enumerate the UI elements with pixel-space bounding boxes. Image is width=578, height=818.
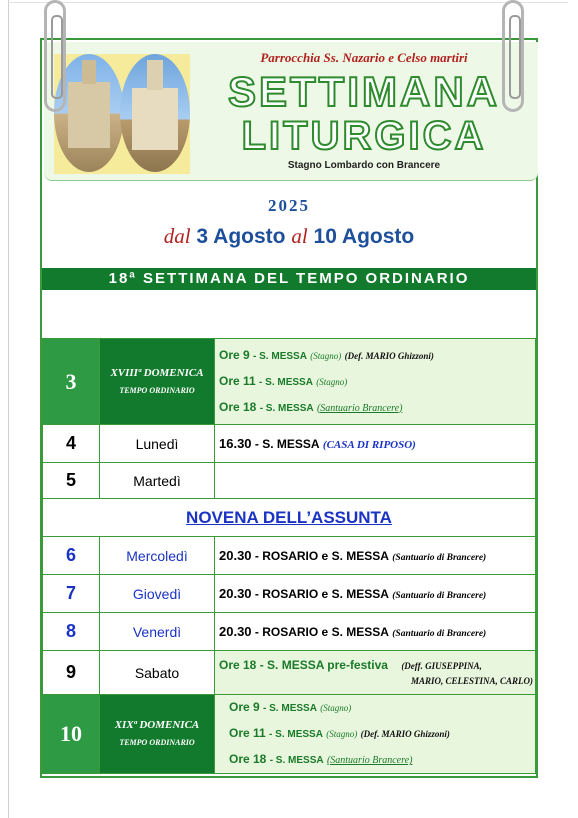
sunday-title: XIXª DOMENICA <box>114 719 200 731</box>
event-list <box>215 463 536 499</box>
event-line <box>219 343 535 369</box>
date-range <box>42 224 536 249</box>
week-title-bar: 18ª SETTIMANA DEL TEMPO ORDINARIO <box>42 268 536 290</box>
day-number: 3 <box>43 339 100 425</box>
event-line <box>219 395 535 421</box>
event-location: (Stagno) <box>310 350 342 361</box>
page-top-line <box>8 2 568 3</box>
event-text: - S. MESSA <box>253 350 307 362</box>
event-time: 16.30 <box>219 436 252 451</box>
church-photo-brancere <box>120 54 190 172</box>
day-number: 10 <box>43 695 100 774</box>
event-list <box>215 575 536 613</box>
event-time: 20.30 <box>219 624 252 639</box>
event-text: - ROSARIO e S. MESSA <box>254 549 389 563</box>
event-time: Ore 18 <box>219 399 257 414</box>
church-icon <box>132 88 178 150</box>
date-from: 3 Agosto <box>196 225 286 248</box>
church-icon <box>68 82 110 148</box>
weekday: Venerdì <box>100 613 215 651</box>
event-list <box>215 695 536 774</box>
sunday-label <box>100 695 215 774</box>
weekday: Martedì <box>100 463 215 499</box>
event-intention-cont: MARIO, CELESTINA, CARLO) <box>410 676 533 686</box>
event-line <box>229 695 535 721</box>
event-text: - S. MESSA <box>259 376 313 388</box>
row-day-7 <box>43 575 536 613</box>
day-number: 6 <box>43 537 100 575</box>
paperclip-icon <box>502 0 524 112</box>
event-location: (Santuario Brancere) <box>316 402 403 414</box>
row-day-6 <box>43 537 536 575</box>
event-list <box>215 651 536 695</box>
event-time: Ore 18 <box>219 658 257 672</box>
event-text: - S. MESSA <box>269 755 324 766</box>
event-list <box>215 537 536 575</box>
date-to: 10 Agosto <box>313 225 415 248</box>
event-list <box>215 339 536 425</box>
row-day-5 <box>43 463 536 499</box>
schedule-table <box>42 338 536 774</box>
sunday-title: XVIIIª DOMENICA <box>110 366 204 379</box>
event-line <box>229 721 535 747</box>
event-location: (Stagno) <box>316 376 348 387</box>
event-location: (Santuario Brancere) <box>326 755 413 766</box>
date-from-word: dal <box>163 224 191 248</box>
title-liturgica: LITURGICA <box>241 114 487 158</box>
event-intention: (Def. MARIO Ghizzoni) <box>360 729 450 739</box>
parish-name: Parrocchia Ss. Nazario e Celso martiri <box>260 50 468 65</box>
event-text: - S. MESSA <box>259 402 314 414</box>
event-location: (Santuario di Brancere) <box>392 591 487 601</box>
paperclip-icon <box>44 0 66 112</box>
sunday-subtitle: TEMPO ORDINARIO <box>119 738 195 747</box>
event-location: (Stagno) <box>326 729 358 739</box>
page-edge-line <box>8 0 9 818</box>
row-day-8 <box>43 613 536 651</box>
event-time: Ore 11 <box>219 373 256 388</box>
weekday: Giovedì <box>100 575 215 613</box>
weekday: Lunedì <box>100 425 215 463</box>
event-intention: (Def. MARIO Ghizzoni) <box>344 350 434 361</box>
event-text: - S. MESSA pre-festiva <box>259 658 388 672</box>
event-text: - ROSARIO e S. MESSA <box>254 625 389 639</box>
sunday-subtitle: TEMPO ORDINARIO <box>119 385 195 395</box>
event-location: (Santuario di Brancere) <box>392 553 487 563</box>
event-time: Ore 9 <box>229 700 260 714</box>
event-line <box>229 747 535 773</box>
event-time: Ore 11 <box>229 726 266 740</box>
event-line <box>219 657 535 674</box>
event-location: (Stagno) <box>320 703 352 713</box>
event-location: (Santuario di Brancere) <box>392 629 487 639</box>
event-list <box>215 613 536 651</box>
day-number: 5 <box>43 463 100 499</box>
title-settimana: SETTIMANA <box>228 68 500 115</box>
event-text: - S. MESSA <box>263 703 317 714</box>
event-line <box>219 369 535 395</box>
event-location: (CASA DI RIPOSO) <box>322 439 416 451</box>
row-sunday-10 <box>43 695 536 774</box>
year: 2025 <box>268 196 310 215</box>
event-time: 20.30 <box>219 586 252 601</box>
date-to-word: al <box>291 224 308 248</box>
day-number: 4 <box>43 425 100 463</box>
row-novena <box>43 499 536 537</box>
event-time: Ore 9 <box>219 347 250 362</box>
row-day-4 <box>43 425 536 463</box>
weekday: Sabato <box>100 651 215 695</box>
location-subtitle: Stagno Lombardo con Brancere <box>287 160 441 171</box>
event-time: Ore 18 <box>229 752 267 766</box>
weekday: Mercoledì <box>100 537 215 575</box>
day-number: 8 <box>43 613 100 651</box>
sunday-label <box>100 339 215 425</box>
day-number: 7 <box>43 575 100 613</box>
event-text: - S. MESSA <box>254 437 320 451</box>
event-text: - S. MESSA <box>269 729 323 740</box>
header-banner <box>44 42 538 181</box>
row-day-9 <box>43 651 536 695</box>
event-text: - ROSARIO e S. MESSA <box>254 587 389 601</box>
day-number: 9 <box>43 651 100 695</box>
event-intention: (Deff. GIUSEPPINA, <box>401 661 482 671</box>
novena-heading: NOVENA DELL’ASSUNTA <box>43 499 536 537</box>
row-sunday-3 <box>43 339 536 425</box>
church-photos <box>54 54 190 174</box>
bulletin-page <box>40 38 538 778</box>
event-list <box>215 425 536 463</box>
event-time: 20.30 <box>219 548 252 563</box>
